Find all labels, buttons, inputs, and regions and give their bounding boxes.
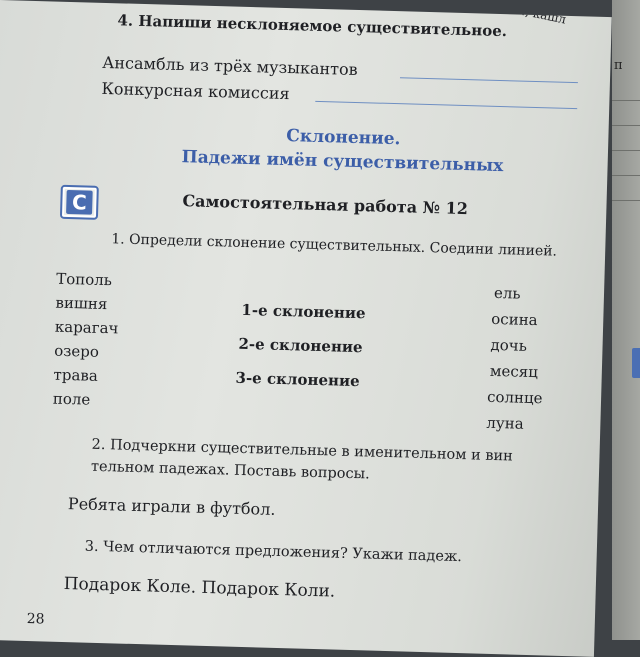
task1-instruction: 1. Определи склонение существительных. Соедини линией. [111, 231, 558, 260]
left-word: озеро [53, 341, 100, 361]
task2-instruction-line1: 2. Подчеркни существительные в именительном и вин [91, 436, 514, 465]
right-word: луна [486, 413, 524, 433]
next-page-rule [612, 175, 640, 176]
badge-letter: С [66, 190, 93, 215]
work-title: Самостоятельная работа № 12 [182, 191, 469, 219]
left-word: Тополь [55, 269, 113, 290]
next-page-rule [612, 200, 640, 201]
task4-answer-line-2 [315, 101, 577, 109]
next-page-rule [612, 100, 640, 101]
declension-label: 1-е склонение [241, 300, 366, 323]
task4-item-1: Ансамбль из трёх музыкантов [102, 52, 358, 80]
corner-text: н.., кашл [508, 1, 568, 27]
next-page-badge-edge [632, 348, 640, 378]
task4-item-2: Конкурсная комиссия [101, 78, 290, 104]
page-number: 28 [26, 610, 45, 628]
declension-label: 2-е склонение [238, 334, 363, 357]
section-title: Склонение. [286, 126, 401, 150]
left-word: карагач [54, 317, 119, 338]
task3-sentence: Подарок Коле. Подарок Коли. [63, 574, 336, 602]
left-word: поле [52, 389, 91, 409]
next-page-edge [612, 0, 640, 640]
section-subtitle: Падежи имён существительных [181, 147, 504, 177]
task4-title: 4. Напиши несклоняемое существительное. [117, 11, 508, 41]
independent-work-badge [60, 185, 99, 220]
task2-instruction-line2: тельном падежах. Поставь вопросы. [90, 458, 370, 483]
next-page-rule [612, 125, 640, 126]
task2-sentence: Ребята играли в футбол. [67, 494, 276, 519]
declension-label: 3-е склонение [235, 368, 360, 391]
task4-answer-line-1 [400, 77, 578, 83]
next-page-rule [612, 150, 640, 151]
left-word: трава [53, 365, 99, 385]
task3-instruction: 3. Чем отличаются предложения? Укажи падеж. [84, 538, 463, 566]
left-word: вишня [55, 293, 108, 314]
right-word: солнце [486, 387, 543, 408]
right-word: осина [491, 309, 538, 330]
next-page-mark: п [614, 58, 623, 73]
right-word: дочь [490, 335, 528, 355]
right-word: месяц [489, 361, 539, 382]
right-word: ель [493, 283, 521, 303]
